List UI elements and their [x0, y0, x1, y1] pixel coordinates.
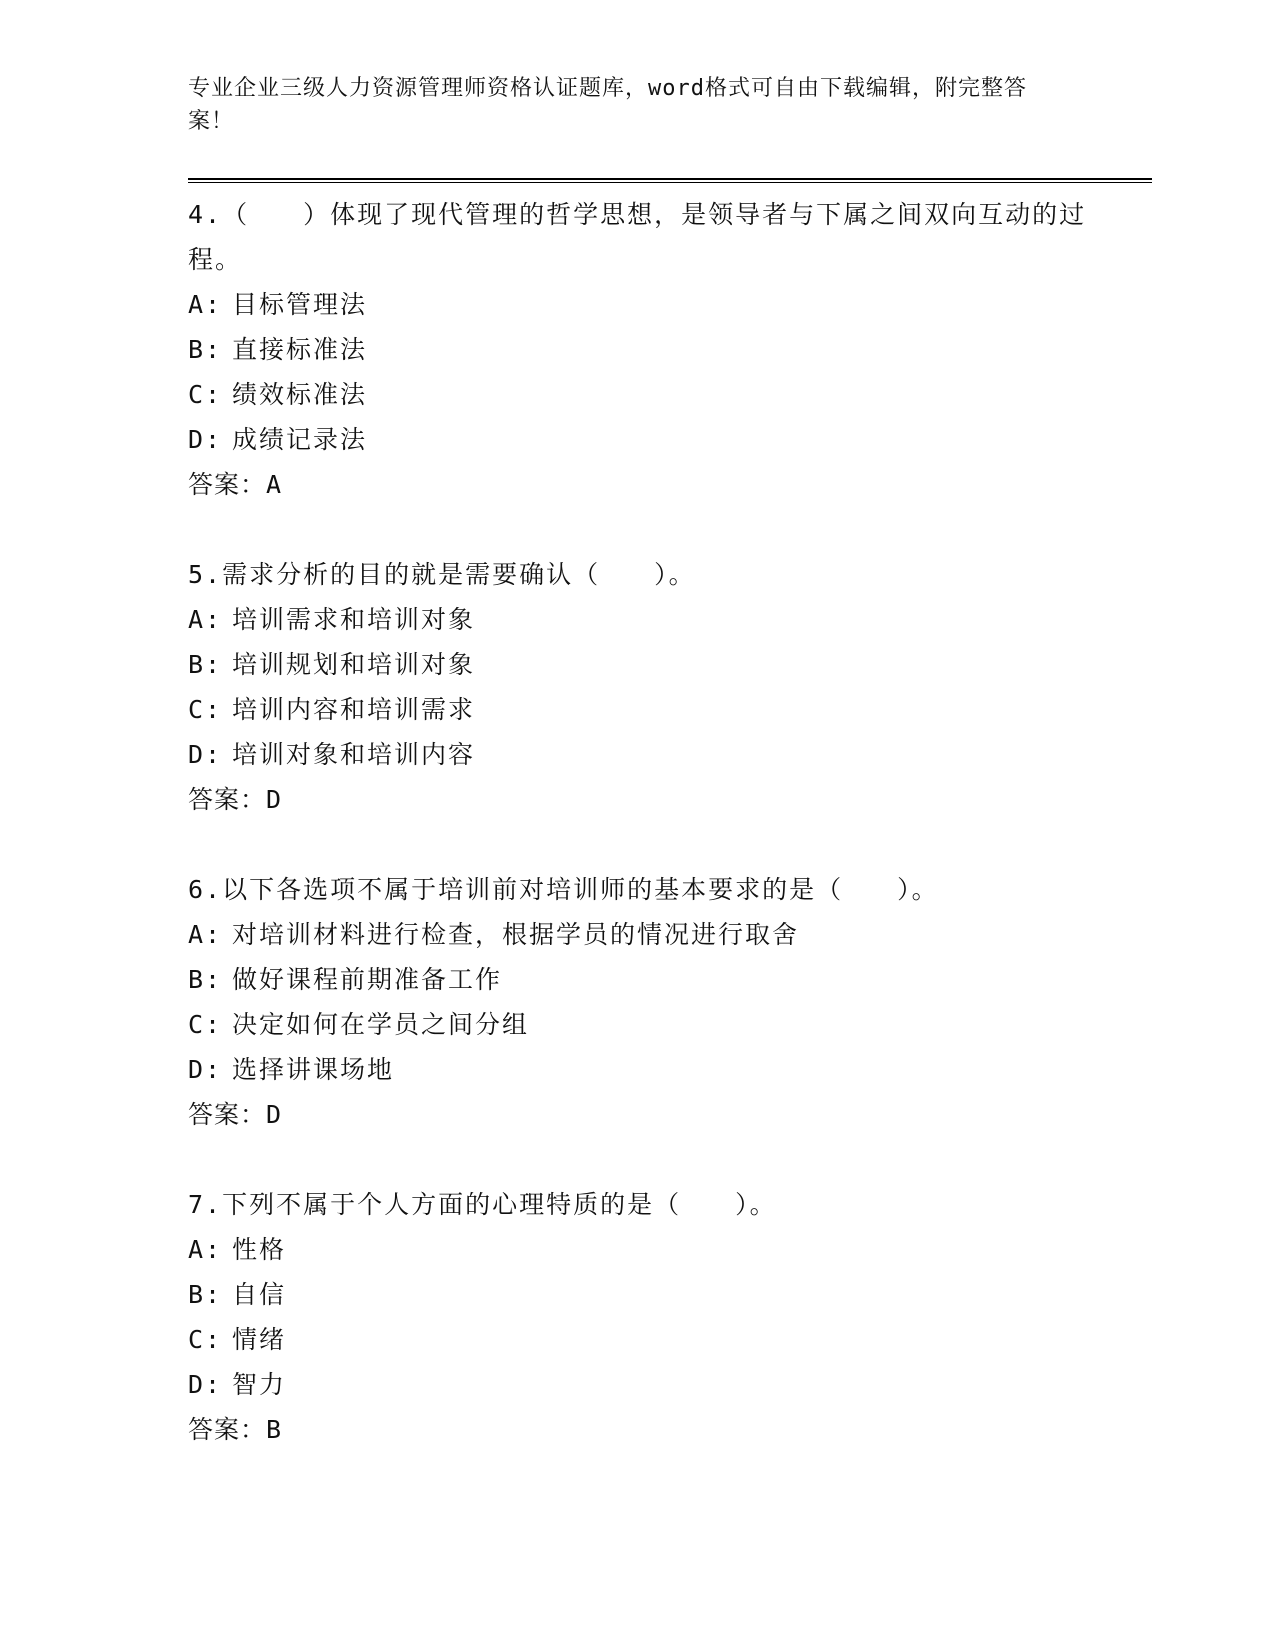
option-d: [188, 1047, 1088, 1092]
option-b: [188, 642, 1088, 687]
option-text: 成绩记录法: [232, 425, 368, 454]
option-letter: D:: [188, 1370, 223, 1399]
option-d: [188, 417, 1088, 462]
option-c: [188, 1002, 1088, 1047]
option-text: 选择讲课场地: [232, 1055, 395, 1084]
question-stem: 4.（ ）体现了现代管理的哲学思想，是领导者与下属之间双向互动的过程。: [188, 200, 1087, 274]
option-c: [188, 1317, 1088, 1362]
header-text: 专业企业三级人力资源管理师资格认证题库，word格式可自由下载编辑，附完整答案！: [188, 76, 1027, 134]
option-letter: B:: [188, 965, 223, 994]
option-text: 智力: [232, 1370, 287, 1399]
option-letter: B:: [188, 335, 223, 364]
option-letter: C:: [188, 1325, 223, 1354]
option-text: 情绪: [232, 1325, 287, 1354]
option-b: [188, 1272, 1088, 1317]
option-a: [188, 282, 1088, 327]
option-text: 培训对象和培训内容: [232, 740, 476, 769]
option-text: 目标管理法: [232, 290, 368, 319]
option-text: 做好课程前期准备工作: [232, 965, 503, 994]
option-letter: D:: [188, 425, 223, 454]
option-c: [188, 687, 1088, 732]
option-letter: C:: [188, 695, 223, 724]
option-text: 培训规划和培训对象: [232, 650, 476, 679]
option-b: [188, 957, 1088, 1002]
option-a: [188, 597, 1088, 642]
option-text: 自信: [232, 1280, 287, 1309]
question-stem: 7.下列不属于个人方面的心理特质的是（ ）。: [188, 1190, 777, 1219]
header-rule-thick: [188, 178, 1152, 180]
option-a: [188, 912, 1088, 957]
option-text: 决定如何在学员之间分组: [232, 1010, 530, 1039]
option-letter: A:: [188, 290, 223, 319]
option-text: 培训内容和培训需求: [232, 695, 476, 724]
question-stem: 6.以下各选项不属于培训前对培训师的基本要求的是（ ）。: [188, 875, 939, 904]
option-text: 培训需求和培训对象: [232, 605, 476, 634]
answer: 答案：A: [188, 470, 283, 499]
question-list: [188, 192, 1088, 1497]
option-letter: D:: [188, 740, 223, 769]
question-7: [188, 1182, 1088, 1453]
question-4: [188, 192, 1088, 508]
answer: 答案：D: [188, 1100, 283, 1129]
option-d: [188, 732, 1088, 777]
option-letter: B:: [188, 650, 223, 679]
answer: 答案：B: [188, 1415, 283, 1444]
option-text: 直接标准法: [232, 335, 368, 364]
question-stem: 5.需求分析的目的就是需要确认（ ）。: [188, 560, 696, 589]
option-letter: C:: [188, 1010, 223, 1039]
option-letter: A:: [188, 920, 223, 949]
header-rule-thin: [188, 182, 1152, 183]
option-letter: D:: [188, 1055, 223, 1084]
option-letter: A:: [188, 1235, 223, 1264]
option-d: [188, 1362, 1088, 1407]
option-text: 对培训材料进行检查，根据学员的情况进行取舍: [232, 920, 800, 949]
answer: 答案：D: [188, 785, 283, 814]
option-a: [188, 1227, 1088, 1272]
option-text: 性格: [232, 1235, 287, 1264]
question-5: [188, 552, 1088, 823]
option-letter: A:: [188, 605, 223, 634]
option-b: [188, 327, 1088, 372]
option-text: 绩效标准法: [232, 380, 368, 409]
question-6: [188, 867, 1088, 1138]
option-c: [188, 372, 1088, 417]
option-letter: C:: [188, 380, 223, 409]
option-letter: B:: [188, 1280, 223, 1309]
